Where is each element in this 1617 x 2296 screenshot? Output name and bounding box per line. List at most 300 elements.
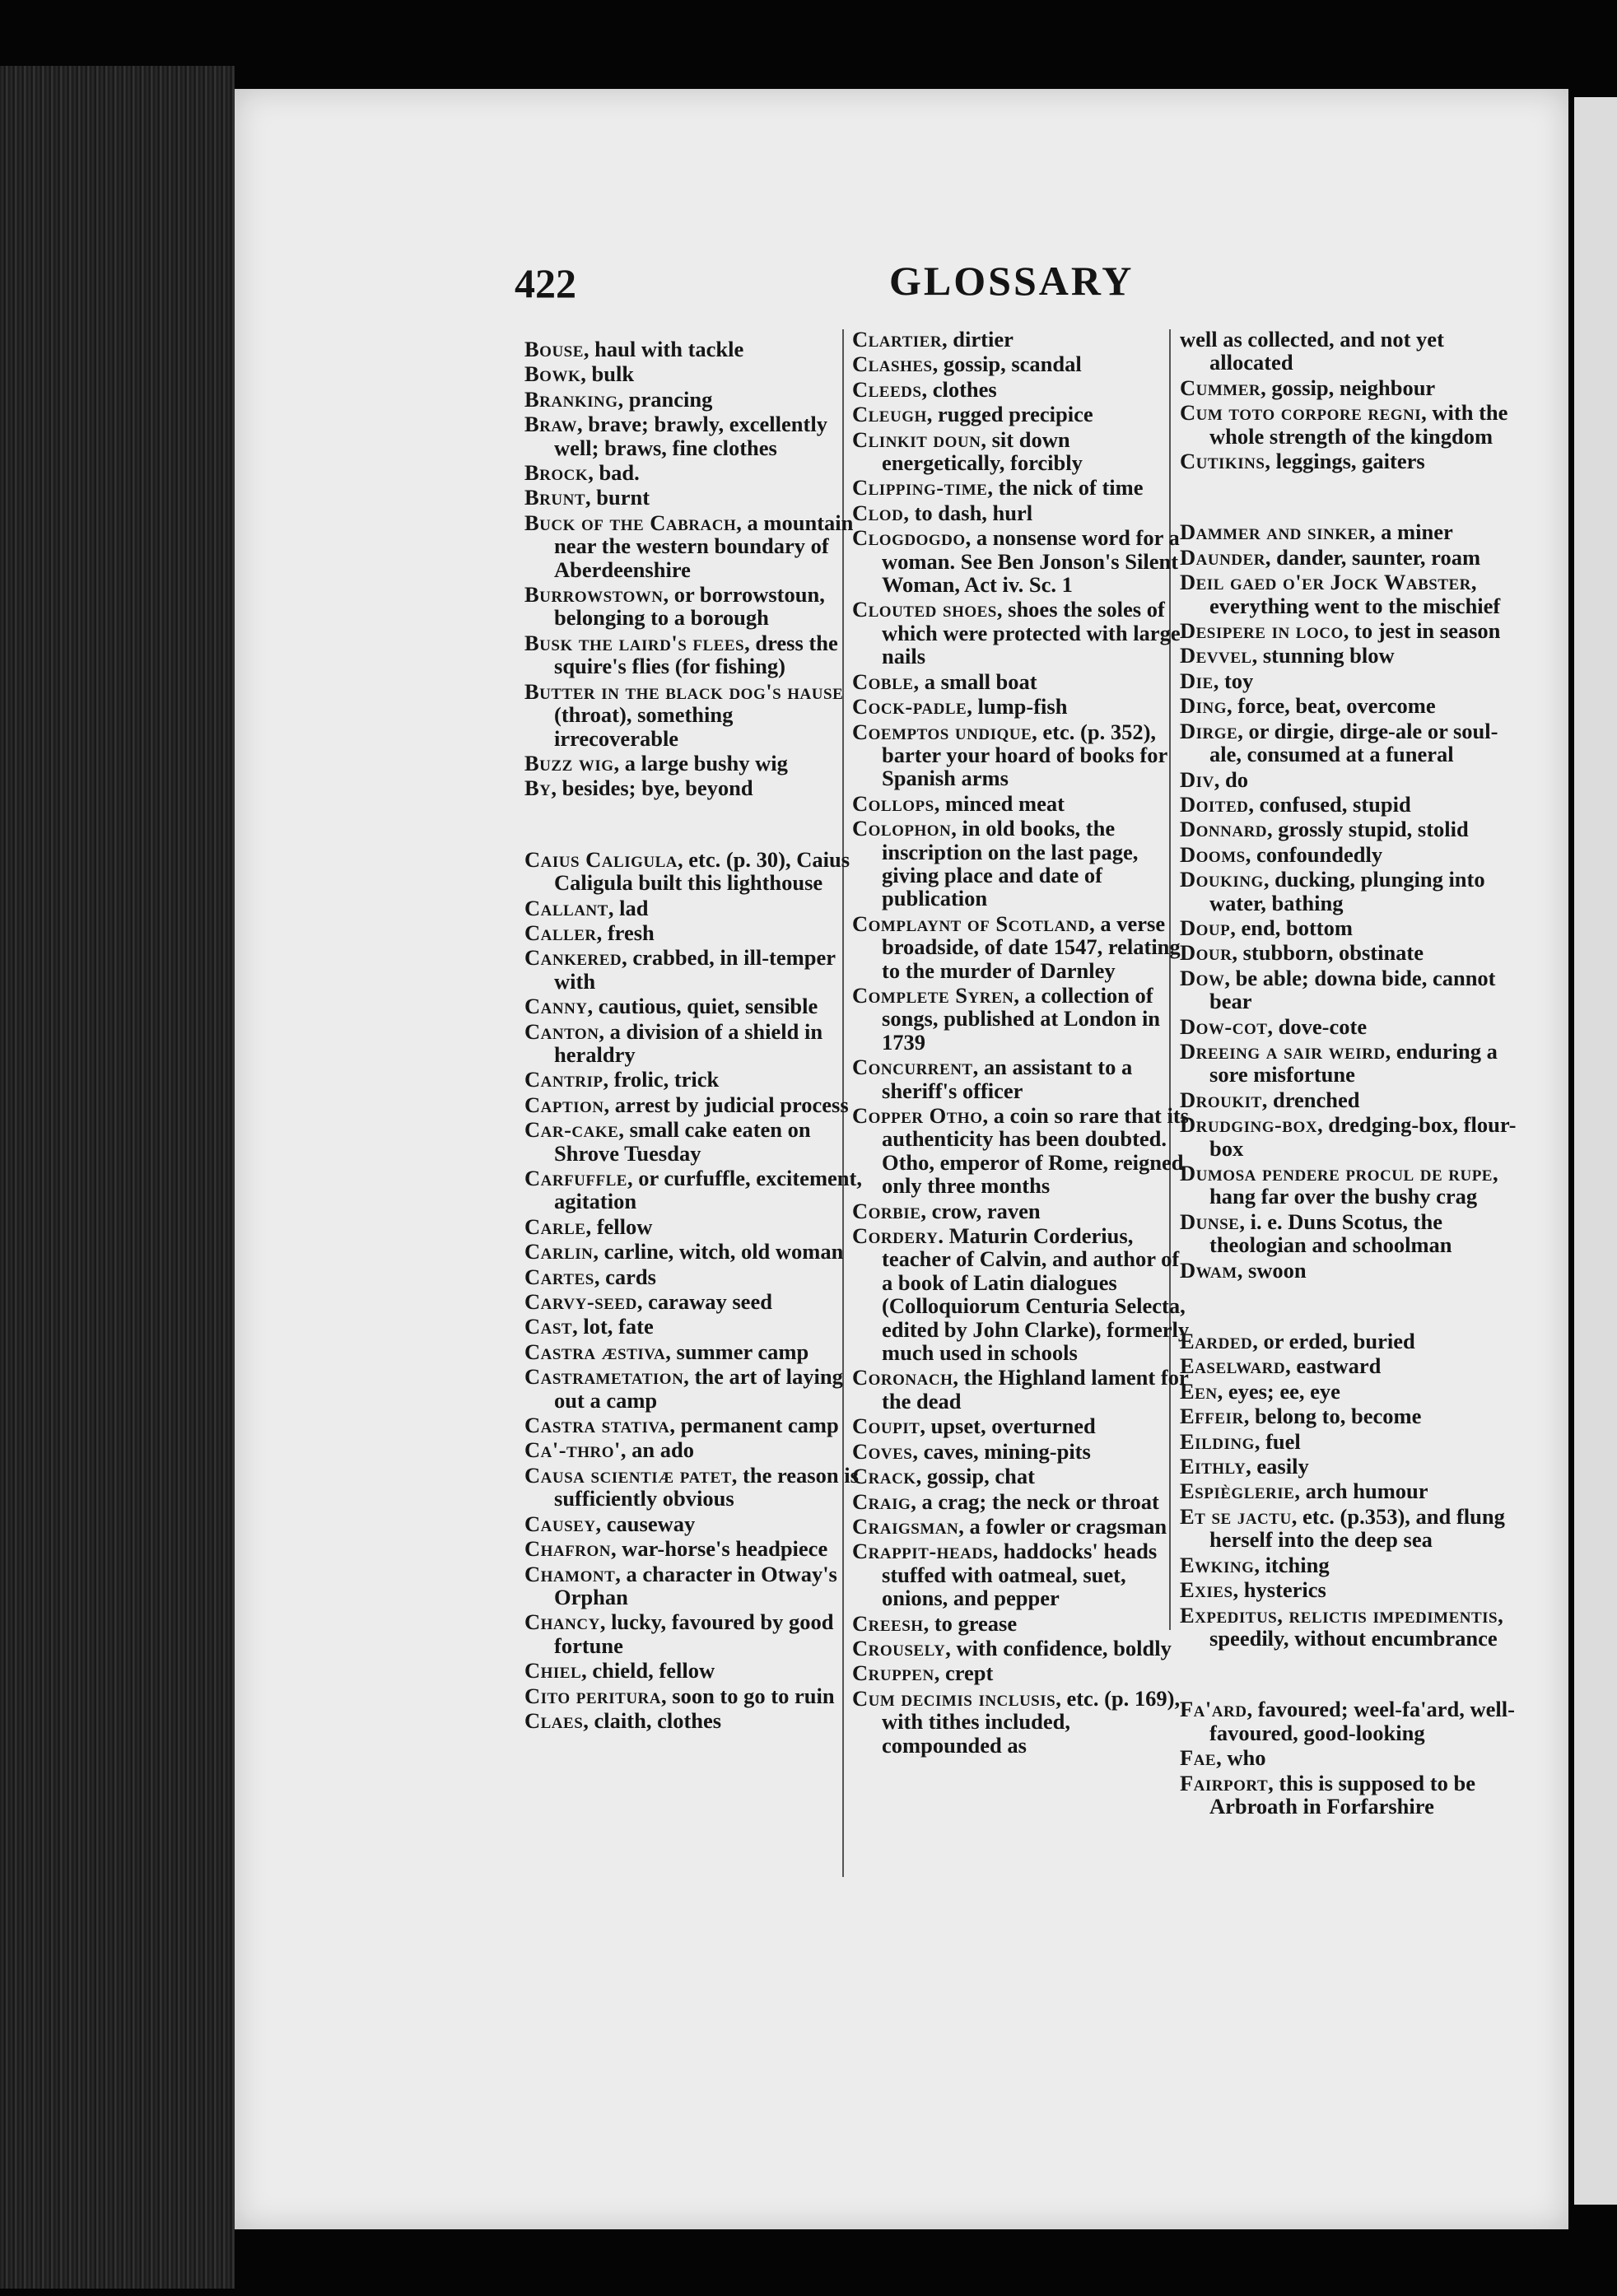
entry-headword: Buzz wig <box>524 750 614 775</box>
entry-definition: , upset, overturned <box>920 1413 1096 1439</box>
entry-headword: Busk the laird's flees <box>524 630 745 655</box>
entry-definition: , crabbed, in ill-temper with <box>554 945 836 994</box>
entry-definition: , itching <box>1254 1552 1330 1577</box>
glossary-entry <box>524 1240 862 1263</box>
entry-headword: Coronach <box>852 1365 953 1390</box>
entry-headword: Complaynt of Scotland <box>852 910 1090 936</box>
entry-definition: , chield, fellow <box>581 1658 715 1684</box>
entry-headword: Daunder <box>1180 544 1265 570</box>
glossary-entry <box>1180 1455 1517 1478</box>
glossary-entry <box>524 388 862 411</box>
entry-headword: Div <box>1180 766 1214 792</box>
entry-definition: , dander, saunter, roam <box>1265 544 1481 570</box>
entry-definition: , confoundedly <box>1245 841 1383 867</box>
entry-headword: Cutikins <box>1180 449 1265 474</box>
entry-headword: Caller <box>524 920 597 945</box>
entry-headword: Burrowstown <box>524 582 664 608</box>
glossary-entry <box>524 631 862 678</box>
entry-headword: Cummer <box>1180 375 1261 400</box>
entry-headword: Doited <box>1180 791 1249 817</box>
entry-definition: , crow, raven <box>920 1198 1041 1223</box>
entry-definition: , to dash, hurl <box>903 500 1033 525</box>
glossary-entry <box>852 817 1190 910</box>
entry-headword: Die <box>1180 668 1214 693</box>
glossary-entry <box>524 1340 862 1363</box>
entry-definition: , a large bushy wig <box>613 750 788 775</box>
entry-headword: Dammer and sinker <box>1180 519 1370 545</box>
entry-definition: , carline, witch, old woman <box>593 1239 844 1264</box>
glossary-entry <box>524 1562 862 1609</box>
glossary-entry <box>524 1709 862 1732</box>
glossary-column-3 <box>1180 328 1517 1819</box>
glossary-entry <box>1180 817 1517 841</box>
glossary-entry <box>524 583 862 630</box>
entry-headword: Clod <box>852 500 904 525</box>
glossary-entry <box>1180 1772 1517 1819</box>
glossary-entry <box>524 680 862 750</box>
entry-headword: Cordery <box>852 1223 939 1249</box>
entry-headword: Eilding <box>1180 1428 1255 1454</box>
entry-definition: , belong to, become <box>1243 1404 1422 1429</box>
glossary-entry <box>1180 520 1517 543</box>
entry-definition: , an ado <box>620 1437 694 1463</box>
entry-definition: , war-horse's headpiece <box>610 1536 828 1562</box>
entry-headword: Bowk <box>524 361 581 387</box>
entry-headword: Deil gaed o'er Jock Wabster <box>1180 570 1471 595</box>
entry-headword: Effeir <box>1180 1404 1244 1429</box>
entry-definition: , to grease <box>923 1610 1018 1636</box>
entry-headword: Car-cake <box>524 1117 619 1143</box>
entry-headword: Clartier <box>852 327 943 352</box>
entry-headword: Cast <box>524 1314 573 1339</box>
glossary-entry <box>852 428 1190 475</box>
glossary-entry <box>524 1413 862 1437</box>
entry-definition: , lump-fish <box>967 694 1068 720</box>
glossary-entry <box>1180 1604 1517 1651</box>
entry-headword: Donnard <box>1180 817 1268 842</box>
glossary-entry <box>1180 1330 1517 1353</box>
glossary-entry <box>1180 1553 1517 1576</box>
entry-definition: , with the whole strength of the kingdom <box>1209 400 1508 449</box>
entry-definition: , minced meat <box>934 790 1065 816</box>
glossary-entry <box>524 1118 862 1165</box>
glossary-entry <box>1180 1698 1517 1744</box>
entry-definition: , leggings, gaiters <box>1265 449 1425 474</box>
glossary-entry <box>1180 843 1517 866</box>
glossary-entry <box>852 670 1190 693</box>
glossary-entry <box>524 412 862 459</box>
entry-definition: , frolic, trick <box>603 1067 720 1092</box>
entry-headword: Copper Otho <box>852 1103 983 1128</box>
glossary-entry <box>1180 1505 1517 1552</box>
entry-definition: , favoured; weel-fa'ard, well-favoured, good-looking <box>1209 1697 1515 1745</box>
entry-definition: , in old books, the inscription on the last page, giving place and date of publication <box>882 816 1139 911</box>
glossary-entry <box>1180 793 1517 816</box>
glossary-entry <box>524 486 862 509</box>
entry-definition: , rugged precipice <box>926 402 1093 427</box>
entry-headword: Carfuffle <box>524 1166 627 1190</box>
entry-definition: , etc. (p. 169), with tithes included, compounded as <box>882 1685 1181 1758</box>
entry-definition: , dove-cote <box>1267 1013 1368 1039</box>
entry-definition: , arch humour <box>1294 1479 1428 1504</box>
entry-headword: Exies <box>1180 1577 1233 1603</box>
entry-headword: Bouse <box>524 337 584 361</box>
entry-headword: Brunt <box>524 485 586 510</box>
glossary-entry <box>1180 449 1517 473</box>
entry-headword: Coupit <box>852 1413 920 1439</box>
entry-headword: Creesh <box>852 1610 924 1636</box>
glossary-entry <box>852 328 1190 351</box>
entry-definition: , be able; downa bide, cannot bear <box>1209 965 1496 1014</box>
glossary-entry <box>1180 401 1517 448</box>
glossary-entry <box>852 1515 1190 1538</box>
glossary-entry <box>1180 376 1517 399</box>
entry-headword: Clogdogdo <box>852 525 966 551</box>
glossary-entry <box>524 362 862 385</box>
entry-headword: Cruppen <box>852 1660 934 1686</box>
entry-definition: , or curfuffle, excitement, agitation <box>554 1166 862 1214</box>
glossary-entry <box>524 338 862 361</box>
entry-headword: Chafron <box>524 1536 611 1562</box>
entry-definition: , a small boat <box>913 668 1037 694</box>
glossary-entry <box>852 598 1190 668</box>
entry-definition: , a collection of songs, published at London in 1739 <box>882 982 1161 1055</box>
entry-definition: , a division of a shield in heraldry <box>554 1018 823 1067</box>
entry-headword: Castrametation <box>524 1364 684 1390</box>
entry-definition: , the art of laying out a camp <box>554 1364 843 1413</box>
entry-definition: , caves, mining-pits <box>912 1438 1091 1464</box>
entry-definition: , cards <box>594 1264 656 1289</box>
glossary-entry <box>1180 1746 1517 1769</box>
entry-headword: Et se jactu <box>1180 1503 1292 1529</box>
glossary-entry <box>852 501 1190 524</box>
entry-definition: , arrest by judicial process <box>603 1092 849 1117</box>
glossary-entry <box>524 1290 862 1313</box>
entry-definition: , the reason is sufficiently obvious <box>554 1462 859 1511</box>
entry-headword: Craig <box>852 1488 911 1514</box>
entry-headword: Carlin <box>524 1239 594 1264</box>
entry-definition: , a fowler or cragsman <box>958 1513 1167 1539</box>
glossary-entry <box>852 1440 1190 1463</box>
glossary-entry <box>1180 546 1517 569</box>
entry-headword: Caius Caligula <box>524 846 678 872</box>
glossary-entry <box>1180 669 1517 692</box>
entry-headword: Clashes <box>852 352 933 377</box>
glossary-entry <box>524 1167 862 1213</box>
glossary-entry <box>524 1020 862 1067</box>
entry-definition: , bulk <box>580 361 635 387</box>
glossary-entry <box>852 1414 1190 1437</box>
glossary-entry <box>524 1610 862 1657</box>
glossary-entry <box>1180 1259 1517 1282</box>
entry-definition: , the nick of time <box>987 475 1144 501</box>
entry-headword: Fae <box>1180 1745 1217 1771</box>
entry-definition: , summer camp <box>665 1339 809 1364</box>
glossary-entry <box>1180 966 1517 1013</box>
glossary-entry <box>524 1464 862 1511</box>
entry-definition: , sit down energetically, forcibly <box>882 426 1083 476</box>
glossary-entry <box>524 897 862 920</box>
glossary-entry <box>524 1438 862 1461</box>
entry-definition: , etc. (p. 352), barter your hoard of books for Spanish arms <box>882 719 1167 791</box>
entry-definition: , etc. (p. 30), Caius Caligula built this lighthouse <box>554 846 850 896</box>
entry-definition: , speedily, without encumbrance <box>1209 1602 1503 1651</box>
glossary-column-1 <box>524 338 862 1734</box>
entry-definition: , brave; brawly, excellently well; braws, fine clothes <box>554 412 827 460</box>
entry-headword: Causey <box>524 1511 596 1536</box>
glossary-entry <box>524 1512 862 1535</box>
entry-definition: , fresh <box>596 920 655 945</box>
entry-headword: Devvel <box>1180 643 1252 668</box>
entry-definition: , a character in Otway's Orphan <box>554 1561 837 1609</box>
glossary-column-2 <box>852 328 1190 1758</box>
entry-headword: Coemptos undique <box>852 719 1032 744</box>
entry-definition: , enduring a sore misfortune <box>1209 1038 1498 1087</box>
entry-headword: Clipping-time <box>852 475 988 501</box>
entry-headword: Dreeing a sair weird <box>1180 1038 1386 1064</box>
entry-definition: , gossip, chat <box>916 1464 1035 1489</box>
entry-headword: Cankered <box>524 945 622 971</box>
glossary-entry <box>852 720 1190 790</box>
entry-definition: , caraway seed <box>636 1289 772 1315</box>
glossary-entry <box>524 511 862 581</box>
glossary-entry <box>1180 941 1517 964</box>
glossary-entry <box>1180 1088 1517 1111</box>
entry-definition: , eyes; ee, eye <box>1217 1378 1340 1404</box>
entry-headword: Dumosa pendere procul de rupe <box>1180 1161 1493 1185</box>
entry-headword: Craigsman <box>852 1513 959 1539</box>
entry-headword: Clouted shoes <box>852 597 997 622</box>
glossary-entry <box>1180 916 1517 939</box>
entry-headword: Butter in the black dog's hause <box>524 678 844 704</box>
entry-definition: , a nonsense word for a woman. See Ben Jonson's Silent Woman, Act iv. Sc. 1 <box>882 525 1180 598</box>
glossary-entry <box>852 1687 1190 1757</box>
entry-definition: , everything went to the mischief <box>1209 570 1501 618</box>
entry-headword: Buck of the Cabrach <box>524 510 737 535</box>
entry-headword: Desipere in loco <box>1180 618 1344 644</box>
entry-definition: , confused, stupid <box>1248 791 1411 817</box>
glossary-entry <box>1180 328 1517 375</box>
entry-definition: , small cake eaten on Shrove Tuesday <box>554 1117 811 1166</box>
entry-definition: , end, bottom <box>1230 915 1353 940</box>
glossary-entry <box>852 1612 1190 1635</box>
entry-definition: , hysterics <box>1233 1577 1326 1603</box>
entry-definition: , ducking, plunging into water, bathing <box>1209 867 1485 915</box>
entry-definition: , etc. (p.353), and flung herself into the deep sea <box>1209 1503 1505 1553</box>
entry-definition: , do <box>1214 766 1249 792</box>
entry-definition: , swoon <box>1237 1257 1307 1283</box>
glossary-entry <box>852 476 1190 499</box>
entry-definition: , a miner <box>1369 519 1453 545</box>
glossary-entry <box>852 352 1190 375</box>
entry-definition: , who <box>1216 1745 1266 1771</box>
entry-headword: Callant <box>524 895 608 920</box>
entry-headword: Crappit-heads <box>852 1539 993 1564</box>
entry-definition: , haddocks' heads stuffed with oatmeal, suet, onions, and pepper <box>882 1539 1158 1611</box>
entry-headword: Concurrent <box>852 1055 973 1080</box>
entry-definition: well as collected, and not yet allocated <box>1180 327 1444 375</box>
entry-definition: , burnt <box>585 485 650 510</box>
entry-headword: Chancy <box>524 1609 600 1635</box>
glossary-entry <box>1180 768 1517 791</box>
entry-definition: , causeway <box>595 1511 696 1536</box>
entry-headword: Dow-cot <box>1180 1013 1268 1039</box>
page-number: 422 <box>515 260 576 306</box>
entry-definition: , dress the squire's flies (for fishing) <box>554 630 838 679</box>
glossary-entry <box>852 1637 1190 1660</box>
entry-headword: Collops <box>852 790 934 816</box>
glossary-entry <box>852 695 1190 718</box>
entry-headword: Doup <box>1180 915 1231 940</box>
entry-headword: Droukit <box>1180 1087 1262 1112</box>
entry-definition: , stunning blow <box>1251 643 1395 668</box>
glossary-entry <box>852 1366 1190 1413</box>
entry-definition: , drenched <box>1261 1087 1360 1112</box>
entry-headword: Ding <box>1180 693 1228 719</box>
glossary-entry <box>852 1224 1190 1364</box>
glossary-entry <box>524 1093 862 1116</box>
entry-headword: Causa scientiæ patet <box>524 1462 732 1488</box>
entry-headword: Cum decimis inclusis <box>852 1685 1056 1711</box>
glossary-entry <box>852 1490 1190 1513</box>
entry-definition: , dirtier <box>942 327 1014 352</box>
glossary-entry <box>524 1659 862 1682</box>
entry-definition: , an assistant to a sheriff's officer <box>882 1055 1133 1103</box>
entry-headword: Canny <box>524 994 588 1019</box>
entry-headword: Een <box>1180 1378 1218 1404</box>
glossary-entry <box>852 1661 1190 1684</box>
entry-headword: Carle <box>524 1213 586 1239</box>
entry-headword: Fa'ard <box>1180 1697 1247 1722</box>
glossary-entry <box>524 1215 862 1238</box>
entry-headword: Cartes <box>524 1264 594 1289</box>
entry-definition: , haul with tackle <box>583 337 744 361</box>
entry-headword: Carvy-seed <box>524 1289 637 1315</box>
entry-headword: Canton <box>524 1018 599 1044</box>
section-gap <box>524 802 862 848</box>
glossary-entry <box>1180 1578 1517 1601</box>
entry-headword: Dwam <box>1180 1257 1237 1283</box>
entry-headword: Crack <box>852 1464 916 1489</box>
entry-headword: Crousely <box>852 1635 946 1660</box>
entry-headword: Earded <box>1180 1329 1253 1354</box>
entry-definition: , crept <box>934 1660 994 1686</box>
glossary-entry <box>524 1315 862 1338</box>
entry-definition: , a coin so rare that its authenticity has been doubted. Otho, emperor of Rome, reigned only three months <box>882 1103 1189 1199</box>
book-spine-edge <box>0 66 235 2289</box>
entry-headword: Braw <box>524 412 578 437</box>
entry-definition: , fuel <box>1254 1428 1301 1454</box>
page-title: GLOSSARY <box>889 258 1135 304</box>
glossary-entry <box>524 776 862 799</box>
glossary-entry <box>524 848 862 895</box>
entry-headword: Colophon <box>852 816 952 841</box>
glossary-entry <box>524 921 862 944</box>
glossary-entry <box>1180 720 1517 766</box>
entry-headword: Castra æstiva <box>524 1339 666 1364</box>
entry-definition: , lad <box>608 895 649 920</box>
entry-headword: Fairport <box>1180 1770 1269 1795</box>
glossary-entry <box>1180 1210 1517 1257</box>
glossary-entry <box>524 1537 862 1560</box>
glossary-entry <box>1180 1404 1517 1427</box>
entry-definition: . Maturin Corderius, teacher of Calvin, and author of a book of Latin dialogues (Colloquiorum Centuria Selecta, edited by John Clarke), formerly much used in schools <box>882 1223 1190 1366</box>
entry-headword: Easelward <box>1180 1353 1286 1379</box>
glossary-entry <box>852 378 1190 401</box>
glossary-entry <box>852 526 1190 596</box>
glossary-entry <box>1180 868 1517 915</box>
entry-definition: , claith, clothes <box>583 1707 722 1733</box>
glossary-entry <box>852 1465 1190 1488</box>
entry-headword: Drudging-box <box>1180 1112 1317 1138</box>
entry-definition: , i. e. Duns Scotus, the theologian and schoolman <box>1209 1209 1452 1258</box>
glossary-entry <box>1180 1479 1517 1502</box>
entry-definition: , clothes <box>921 376 997 402</box>
glossary-entry <box>1180 619 1517 642</box>
entry-headword: Cantrip <box>524 1067 603 1092</box>
entry-definition: , gossip, neighbour <box>1261 375 1436 400</box>
glossary-entry <box>524 1684 862 1707</box>
entry-definition: , bad. <box>588 460 640 486</box>
entry-definition: , lot, fate <box>572 1314 654 1339</box>
entry-headword: Dour <box>1180 940 1233 966</box>
entry-definition: , hang far over the bushy crag <box>1209 1161 1498 1209</box>
glossary-entry <box>1180 1015 1517 1038</box>
entry-definition: (throat), something irrecoverable <box>554 702 734 751</box>
glossary-entry <box>852 1055 1190 1102</box>
next-page-edge <box>1574 97 1617 2205</box>
glossary-entry <box>524 1068 862 1091</box>
entry-headword: Cock-padle <box>852 694 967 720</box>
entry-definition: , shoes the soles of which were protected with large nails <box>882 597 1181 669</box>
entry-headword: Ewking <box>1180 1552 1255 1577</box>
section-gap <box>1180 1283 1517 1330</box>
section-gap <box>1180 1651 1517 1698</box>
entry-definition: , cautious, quiet, sensible <box>587 994 818 1019</box>
glossary-entry <box>524 1365 862 1412</box>
entry-definition: , lucky, favoured by good fortune <box>554 1609 834 1658</box>
entry-headword: By <box>524 775 552 801</box>
entry-headword: Caption <box>524 1092 604 1117</box>
entry-definition: , fellow <box>585 1213 653 1239</box>
glossary-entry <box>1180 571 1517 617</box>
entry-headword: Corbie <box>852 1198 921 1223</box>
entry-headword: Dirge <box>1180 718 1238 743</box>
entry-definition: , force, beat, overcome <box>1227 693 1436 719</box>
entry-definition: , easily <box>1246 1454 1309 1479</box>
entry-headword: Chamont <box>524 1561 616 1586</box>
glossary-entry <box>852 1104 1190 1198</box>
entry-headword: Eithly <box>1180 1454 1247 1479</box>
glossary-entry <box>1180 1430 1517 1453</box>
entry-headword: Chiel <box>524 1658 582 1684</box>
entry-headword: Castra stativa <box>524 1413 670 1438</box>
entry-headword: Douking <box>1180 867 1264 892</box>
glossary-entry <box>1180 1040 1517 1087</box>
entry-definition: , the Highland lament for the dead <box>882 1365 1189 1413</box>
entry-headword: Cum toto corpore regni <box>1180 400 1422 426</box>
entry-definition: , or dirgie, dirge-ale or soul-ale, consumed at a funeral <box>1209 718 1498 767</box>
entry-definition: , this is supposed to be Arbroath in Forfarshire <box>1209 1770 1475 1819</box>
entry-definition: , a mountain near the western boundary of Aberdeenshire <box>554 510 854 582</box>
entry-definition: , eastward <box>1285 1353 1382 1379</box>
glossary-entry <box>1180 1354 1517 1377</box>
entry-definition: , gossip, scandal <box>932 352 1082 377</box>
entry-headword: Coble <box>852 668 914 694</box>
glossary-entry <box>1180 644 1517 667</box>
glossary-entry <box>1180 694 1517 717</box>
entry-definition: , a verse broadside, of date 1547, relating to the murder of Darnley <box>882 910 1181 983</box>
